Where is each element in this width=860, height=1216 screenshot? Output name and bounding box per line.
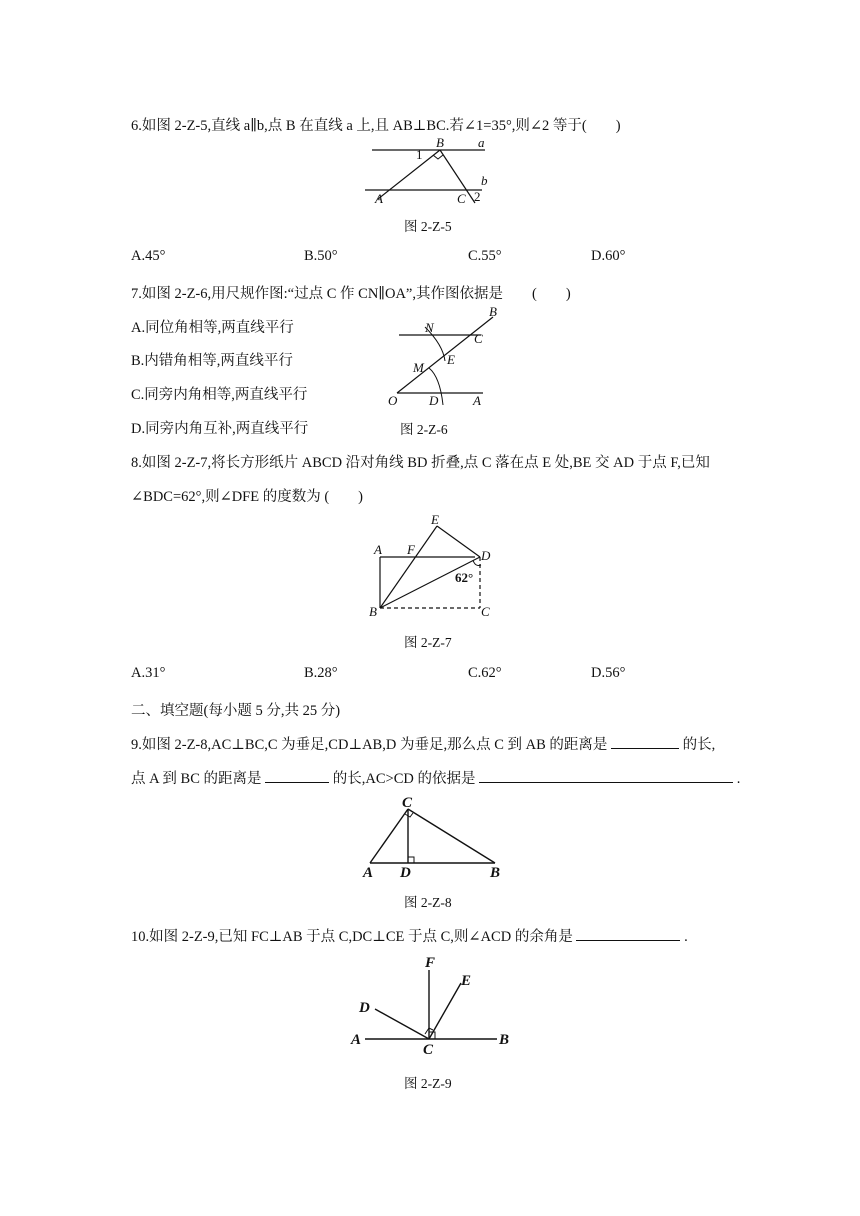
q10-caption: 图 2-Z-9 — [404, 1076, 452, 1091]
ray-ob — [397, 317, 493, 393]
label-n: N — [425, 320, 434, 335]
q7-option-d: D.同旁内角互补,两直线平行 — [131, 421, 309, 437]
q9-line2-text: 点 A 到 BC 的距离是 — [131, 771, 262, 787]
q8-caption: 图 2-Z-7 — [404, 635, 452, 650]
label-a: A — [473, 393, 481, 408]
label-e: E — [461, 973, 472, 989]
figure-2-z-8 — [360, 795, 505, 880]
label-angle-1: 1 — [416, 147, 423, 162]
label-f: F — [407, 542, 415, 557]
q8-option-c: C.62° — [468, 665, 502, 681]
q8-option-d: D.56° — [591, 665, 626, 681]
q7-caption: 图 2-Z-6 — [400, 422, 448, 437]
label-b: B — [369, 604, 377, 619]
q7-option-b: B.内错角相等,两直线平行 — [131, 353, 293, 369]
label-e: E — [447, 352, 455, 367]
label-c: C — [423, 1042, 434, 1058]
q9-line2-mid: 的长,AC>CD 的依据是 — [332, 771, 476, 787]
q9-line2-end: . — [736, 771, 741, 787]
q7-stem: 7.如图 2-Z-6,用尺规作图:“过点 C 作 CN∥OA”,其作图依据是 ( ) — [131, 286, 571, 302]
label-d: D — [481, 548, 491, 563]
q10-blank[interactable] — [576, 925, 680, 941]
label-a: A — [363, 865, 374, 881]
label-a-point: A — [375, 191, 383, 206]
label-angle-2: 2 — [474, 189, 481, 204]
q8-stem-line2: ∠BDC=62°,则∠DFE 的度数为 ( ) — [131, 489, 364, 505]
label-e: E — [431, 512, 439, 527]
label-a: A — [374, 542, 382, 557]
q10-stem-end: . — [684, 929, 688, 945]
q9-caption: 图 2-Z-8 — [404, 895, 452, 910]
figure-2-z-5 — [360, 135, 510, 210]
q9-line1-suffix: 的长, — [682, 737, 716, 753]
q10-stem: 10.如图 2-Z-9,已知 FC⊥AB 于点 C,DC⊥CE 于点 C,则∠ACD 的余角是 — [131, 929, 573, 945]
label-b-point: B — [436, 135, 444, 150]
segment-ed — [437, 526, 480, 557]
label-c: C — [402, 795, 413, 811]
label-c: C — [474, 331, 483, 346]
right-angle-d — [408, 857, 414, 863]
q8-stem-line1: 8.如图 2-Z-7,将长方形纸片 ABCD 沿对角线 BD 折叠,点 C 落在点 E 处,BE 交 AD 于点 F,已知 — [131, 455, 710, 471]
q9-blank-1[interactable] — [611, 733, 679, 749]
figure-2-z-7 — [365, 512, 505, 620]
q6-option-b: B.50° — [304, 248, 338, 264]
label-a-line: a — [478, 135, 485, 150]
figure-2-z-6 — [385, 305, 505, 410]
label-b: B — [489, 304, 497, 319]
label-d: D — [359, 1000, 370, 1016]
q6-caption: 图 2-Z-5 — [404, 219, 452, 234]
label-b-line: b — [481, 173, 488, 188]
q9-blank-3[interactable] — [479, 767, 733, 783]
label-b: B — [499, 1032, 510, 1048]
ray-cd — [375, 1009, 429, 1039]
q7-option-a: A.同位角相等,两直线平行 — [131, 320, 294, 336]
q9-line1-text: 9.如图 2-Z-8,AC⊥BC,C 为垂足,CD⊥AB,D 为垂足,那么点 C 到 AB 的距离是 — [131, 737, 608, 753]
right-angle-c — [405, 813, 413, 817]
segment-ab — [378, 150, 440, 199]
label-angle-62: 62° — [455, 570, 474, 585]
label-m: M — [413, 360, 424, 375]
label-c: C — [481, 604, 490, 619]
q8-option-b: B.28° — [304, 665, 338, 681]
label-c-point: C — [457, 191, 466, 206]
q6-option-d: D.60° — [591, 248, 626, 264]
q8-option-a: A.31° — [131, 665, 166, 681]
segment-be — [380, 526, 437, 608]
label-b: B — [490, 865, 501, 881]
side-bc — [408, 809, 495, 863]
figure-2-z-9 — [345, 950, 525, 1060]
label-d: D — [400, 865, 411, 881]
right-angle-mark — [433, 155, 443, 159]
section-title: 二、填空题(每小题 5 分,共 25 分) — [131, 703, 341, 719]
label-o: O — [388, 393, 398, 408]
q6-option-a: A.45° — [131, 248, 166, 264]
q6-option-c: C.55° — [468, 248, 502, 264]
label-a: A — [351, 1032, 362, 1048]
label-d: D — [429, 393, 439, 408]
side-ac — [370, 809, 408, 863]
label-f: F — [425, 955, 436, 971]
q9-blank-2[interactable] — [265, 767, 329, 783]
q7-option-c: C.同旁内角相等,两直线平行 — [131, 387, 308, 403]
ray-ce — [429, 983, 461, 1039]
q6-stem: 6.如图 2-Z-5,直线 a∥b,点 B 在直线 a 上,且 AB⊥BC.若∠1=35°,则∠2 等于( ) — [131, 118, 621, 134]
